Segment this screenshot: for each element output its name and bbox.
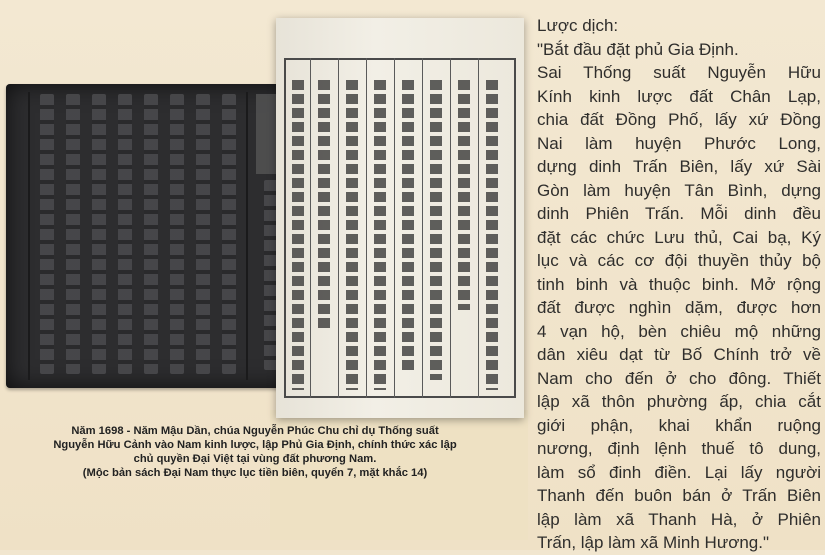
translation-line: Thanh đến buôn bán ở Trấn Biên <box>537 486 821 505</box>
translation-line: đất được nghìn dặm, được hơn <box>537 298 821 317</box>
woodblock-column <box>170 94 184 374</box>
caption-line: (Mộc bản sách Đại Nam thực lục tiền biên, quyển 7, mặt khắc 14) <box>82 467 428 479</box>
translation-line: đặt các chức Lưu thủ, Cai bạ, Ký <box>537 227 821 247</box>
book-rule <box>394 58 395 398</box>
book-rule <box>310 58 311 398</box>
translation-line: Nai làm huyện Phước Long, <box>537 133 821 153</box>
caption-line: Nguyễn Hữu Cảnh vào Nam kinh lược, lập Phủ Gia Định, chính thức xác lập <box>53 439 457 451</box>
book-text-column <box>346 80 358 390</box>
book-rule <box>366 58 367 398</box>
woodblock-column <box>40 94 54 374</box>
book-text-column <box>458 80 470 310</box>
book-text-column <box>486 80 498 390</box>
translation-line: Sai Thống suất Nguyễn Hữu <box>537 63 821 82</box>
caption-line: chủ quyền Đại Việt tại vùng đất phương Nam. <box>133 453 377 465</box>
translation-line: Trấn, lập làm xã Minh Hương." <box>537 533 770 552</box>
translation-line: giới phận, khai khẩn ruộng <box>537 415 821 435</box>
woodblock-image <box>6 84 298 388</box>
woodblock-column <box>66 94 80 374</box>
translation-line: dân xiêu dạt từ Bố Chính trở về <box>537 345 821 364</box>
translation-line: dinh Phiên Trấn. Mỗi dinh đều <box>537 204 821 223</box>
caption-line: Năm 1698 - Năm Mậu Dần, chúa Nguyễn Phúc Chu chỉ dụ Thống suất <box>71 425 439 437</box>
woodblock-column <box>222 94 236 374</box>
book-rule <box>478 58 479 398</box>
book-rule <box>422 58 423 398</box>
image-caption <box>10 424 500 480</box>
book-text-column <box>430 80 442 380</box>
translation-line: tinh binh và thuộc binh. Mở rộng <box>537 274 821 294</box>
translation-panel <box>537 14 821 555</box>
woodblock-column <box>92 94 106 374</box>
book-rule <box>338 58 339 398</box>
translation-line: chia đất Đồng Phố, lấy xứ Đồng <box>537 110 821 129</box>
translation-line: làm sổ đinh điền. Lại lấy người <box>537 462 821 482</box>
translation-line: "Bắt đầu đặt phủ Gia Định. <box>537 39 739 59</box>
woodblock-column <box>196 94 210 374</box>
woodblock-column <box>118 94 132 374</box>
woodblock-rule <box>28 92 30 380</box>
book-text-column <box>318 80 330 330</box>
translation-line: lập xã thôn phường ấp, chia cắt <box>537 392 821 411</box>
translation-line: Nam cho đến ở cho đông. Thiết <box>537 368 821 388</box>
translation-line: Gòn làm huyện Tân Bình, dựng <box>537 180 821 200</box>
translation-line: 4 vạn hộ, bèn chiêu mộ những <box>537 321 821 341</box>
book-rule <box>450 58 451 398</box>
translation-heading: Lược dịch: <box>537 16 619 35</box>
book-text-column <box>374 80 386 390</box>
translation-line: lục và các cơ đội thuyền thủy bộ <box>537 251 821 270</box>
translation-line: nương, định lệnh thuế tô dung, <box>537 439 821 458</box>
book-text-column <box>292 80 304 390</box>
book-page-image <box>276 18 524 418</box>
woodblock-column <box>144 94 158 374</box>
translation-line: lập làm xã Thanh Hà, ở Phiên <box>537 509 821 529</box>
translation-line: Kính kinh lược đất Chân Lạp, <box>537 86 821 106</box>
woodblock-rule <box>246 92 248 380</box>
book-text-column <box>402 80 414 370</box>
translation-line: dựng dinh Trấn Biên, lấy xứ Sài <box>537 157 821 176</box>
